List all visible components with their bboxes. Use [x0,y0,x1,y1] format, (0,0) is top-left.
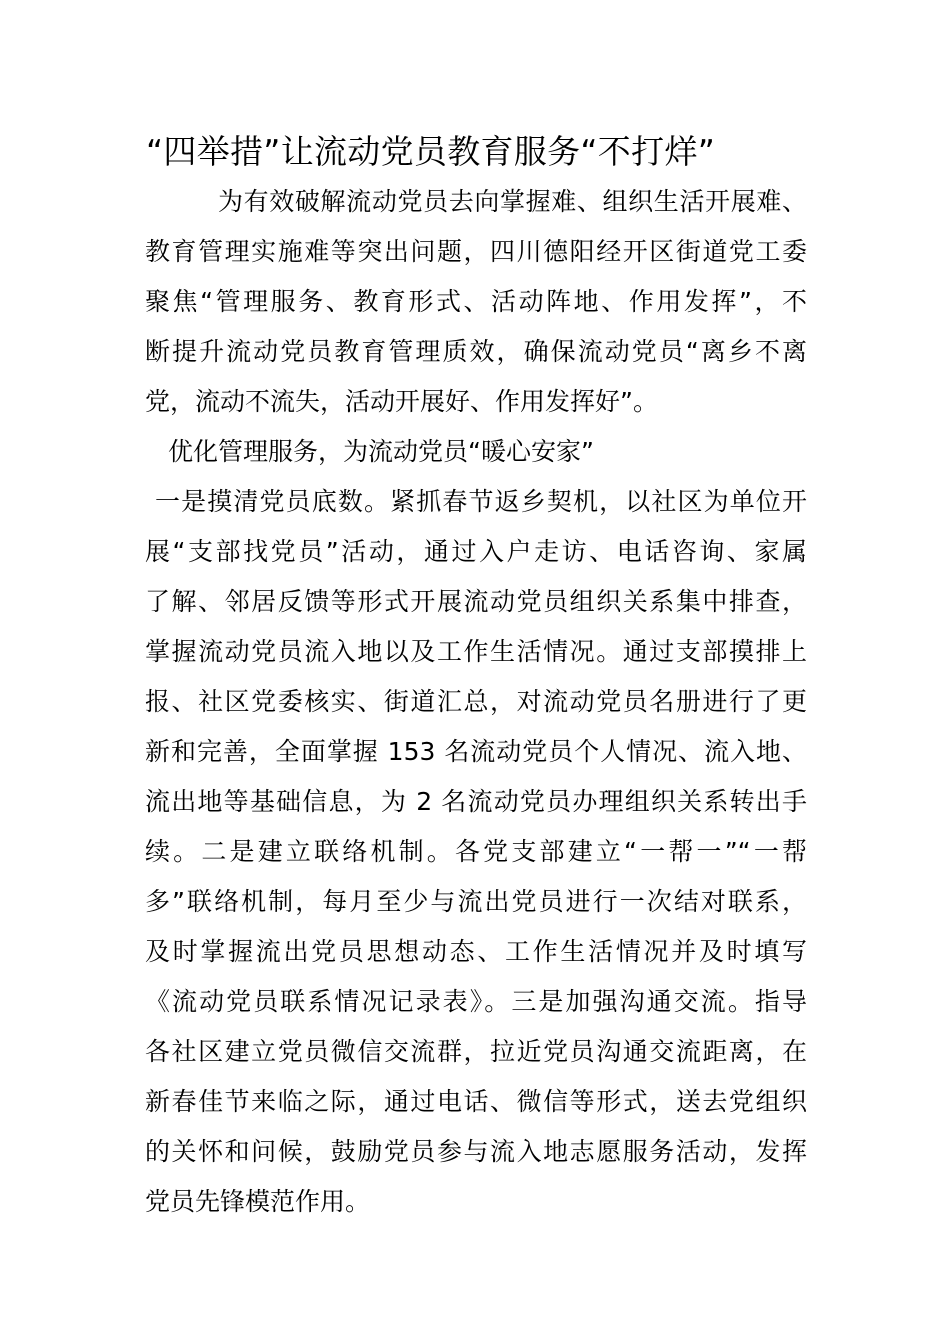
paragraph-line: 断提升流动党员教育管理质效，确保流动党员“离乡不离 [145,337,807,366]
paragraph-line: 多”联络机制，每月至少与流出党员进行一次结对联系， [145,887,807,916]
paragraph-line: 续。二是建立联络机制。各党支部建立“一帮一”“一帮 [145,837,807,866]
section-heading: 优化管理服务，为流动党员“暖心安家” [168,437,594,466]
document-title: “四举措”让流动党员教育服务“不打烊” [146,132,716,171]
paragraph-line: 新春佳节来临之际，通过电话、微信等形式，送去党组织 [145,1087,807,1116]
paragraph-line: 党员先锋模范作用。 [145,1187,371,1216]
paragraph-line: 一是摸清党员底数。紧抓春节返乡契机，以社区为单位开 [155,487,807,516]
paragraph-line: 各社区建立党员微信交流群，拉近党员沟通交流距离，在 [145,1037,807,1066]
paragraph-line: 及时掌握流出党员思想动态、工作生活情况并及时填写 [145,937,807,966]
paragraph-line: 的关怀和问候，鼓励党员参与流入地志愿服务活动，发挥 [145,1137,807,1166]
paragraph-line: 为有效破解流动党员去向掌握难、组织生活开展难、 [218,187,807,216]
paragraph-line: 《流动党员联系情况记录表》。三是加强沟通交流。指导 [145,987,807,1016]
paragraph-line: 展“支部找党员”活动，通过入户走访、电话咨询、家属 [145,537,807,566]
paragraph-line: 聚焦“管理服务、教育形式、活动阵地、作用发挥”，不 [145,287,807,316]
paragraph-line: 党，流动不流失，活动开展好、作用发挥好”。 [145,387,658,416]
paragraph-line: 掌握流动党员流入地以及工作生活情况。通过支部摸排上 [145,637,807,666]
paragraph-line: 报、社区党委核实、街道汇总，对流动党员名册进行了更 [145,687,807,716]
paragraph-line: 教育管理实施难等突出问题，四川德阳经开区街道党工委 [145,237,807,266]
paragraph-line: 了解、邻居反馈等形式开展流动党员组织关系集中排查， [145,587,807,616]
paragraph-line: 流出地等基础信息，为 2 名流动党员办理组织关系转出手 [145,787,807,816]
paragraph-line: 新和完善，全面掌握 153 名流动党员个人情况、流入地、 [145,737,807,766]
